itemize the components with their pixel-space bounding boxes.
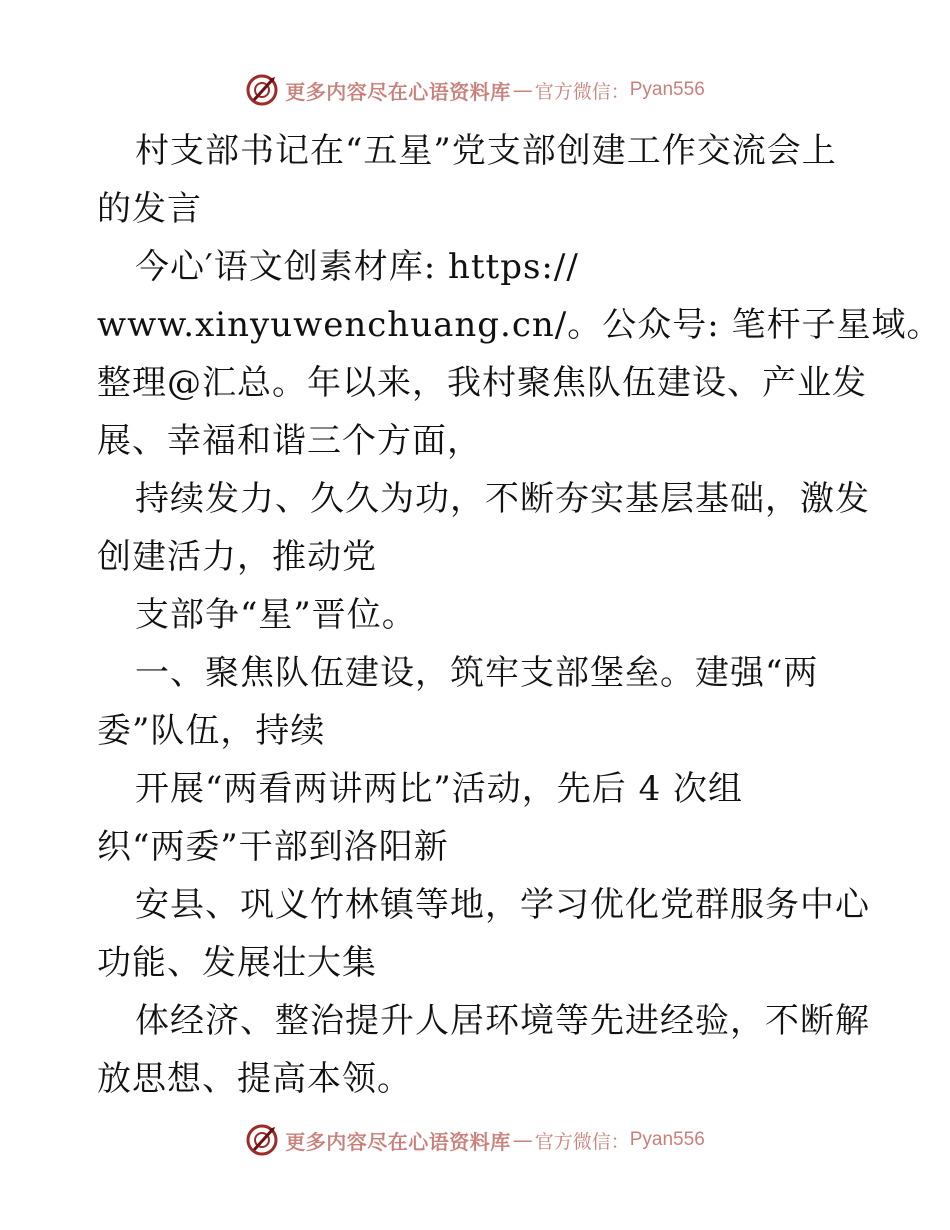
footer-banner [0,1120,950,1160]
paragraph-line: 功能、发展壮大集 [97,943,377,983]
paragraph-line: 开展“两看两讲两比”活动，先后 4 次组 [135,769,744,809]
header-banner [0,70,950,110]
paragraph-line: 织“两委”干部到洛阳新 [97,827,449,867]
paragraph-line: www.xinyuwenchuang.cn/。公众号: 笔杆子星域。 [97,305,942,345]
logo-icon [245,1123,279,1157]
banner-main-text: 更多内容尽在心语资料库 [285,1129,511,1154]
paragraph-line: 放思想、提高本领。 [97,1059,412,1099]
paragraph-line: 村支部书记在“五星”党支部创建工作交流会上 [135,131,837,171]
paragraph-line: 今心′语文创素材库: https:// [135,247,579,287]
paragraph-line: 的发言 [97,189,202,229]
banner-wechat-id: Pyan556 [629,1129,705,1150]
banner-wechat-id: Pyan556 [629,79,705,100]
paragraph-line: 展、幸福和谐三个方面， [97,421,482,461]
banner-wechat-label: 官方微信： [534,80,630,103]
document-body [97,122,942,1108]
paragraph-line: 一、聚焦队伍建设，筑牢支部堡垒。建强“两 [135,653,819,693]
banner-dash: — [512,1128,533,1152]
paragraph-line: 整理@汇总。年以来，我村聚焦队伍建设、产业发 [97,363,867,403]
paragraph-line: 委”队伍，持续 [97,711,326,751]
banner-dash: — [512,78,533,102]
logo-icon [245,73,279,107]
paragraph-line: 安县、巩义竹林镇等地，学习优化党群服务中心 [135,885,870,925]
banner-main-text: 更多内容尽在心语资料库 [285,79,511,104]
paragraph-line: 持续发力、久久为功，不断夯实基层基础，激发 [135,479,870,519]
banner-wechat-label: 官方微信： [534,1130,630,1153]
paragraph-line: 支部争“星”晋位。 [135,595,417,635]
paragraph-line: 体经济、整治提升人居环境等先进经验，不断解 [135,1001,870,1041]
paragraph-line: 创建活力，推动党 [97,537,377,577]
